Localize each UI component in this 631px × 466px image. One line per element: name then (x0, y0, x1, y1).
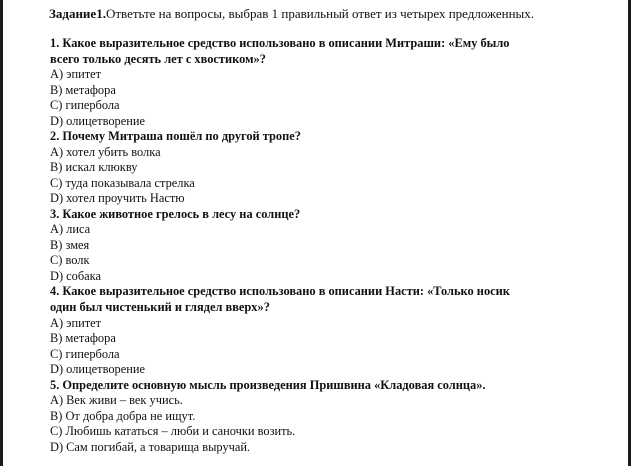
question-2-option-d: D) хотел проучить Настю (50, 191, 185, 206)
question-2 (50, 129, 580, 207)
question-5-option-a: A) Век живи – век учись. (50, 393, 183, 408)
question-4 (50, 284, 580, 377)
question-4-option-b: B) метафора (50, 331, 116, 346)
question-1-text: 1. Какое выразительное средство использовано в описании Митраши: «Ему было всего только десять лет с хвостиком»? (50, 36, 510, 66)
question-1 (50, 36, 580, 129)
task-header (49, 6, 534, 22)
question-4-option-a: A) эпитет (50, 315, 102, 330)
question-4-option-c: C) гипербола (50, 346, 120, 361)
question-5-option-d: D) Сам погибай, а товарища выручай. (50, 439, 251, 454)
question-3-option-c: C) волк (50, 253, 90, 268)
question-1-option-b: B) метафора (50, 82, 116, 97)
question-3-text: 3. Какое животное грелось в лесу на солнце? (50, 206, 301, 221)
question-3-option-a: A) лиса (50, 222, 91, 237)
question-2-option-a: A) хотел убить волка (50, 144, 161, 159)
question-5-text: 5. Определите основную мысль произведения Пришвина «Кладовая солнца». (50, 377, 486, 392)
questions-list (50, 36, 580, 455)
question-5 (50, 378, 580, 456)
question-2-text: 2. Почему Митраша пошёл по другой тропе? (50, 129, 301, 144)
question-2-option-b: B) искал клюкву (50, 160, 138, 175)
question-3 (50, 207, 580, 285)
task-instruction: Ответьте на вопросы, выбрав 1 правильный ответ из четырех предложенных. (105, 6, 535, 21)
task-label: Задание1. (49, 6, 106, 21)
question-3-option-b: B) змея (50, 237, 90, 252)
question-1-option-d: D) олицетворение (50, 113, 145, 128)
question-4-option-d: D) олицетворение (50, 362, 145, 377)
left-scan-edge (0, 0, 3, 466)
question-1-option-c: C) гипербола (50, 98, 120, 113)
question-5-option-c: C) Любишь кататься – люби и саночки возить. (50, 424, 296, 439)
question-1-option-a: A) эпитет (50, 67, 102, 82)
question-2-option-c: C) туда показывала стрелка (50, 175, 195, 190)
question-4-text: 4. Какое выразительное средство использовано в описании Насти: «Только носик один был чистенький и глядел вверх»? (50, 284, 510, 314)
question-5-option-b: B) От добра добра не ищут. (50, 408, 196, 423)
question-3-option-d: D) собака (50, 268, 102, 283)
